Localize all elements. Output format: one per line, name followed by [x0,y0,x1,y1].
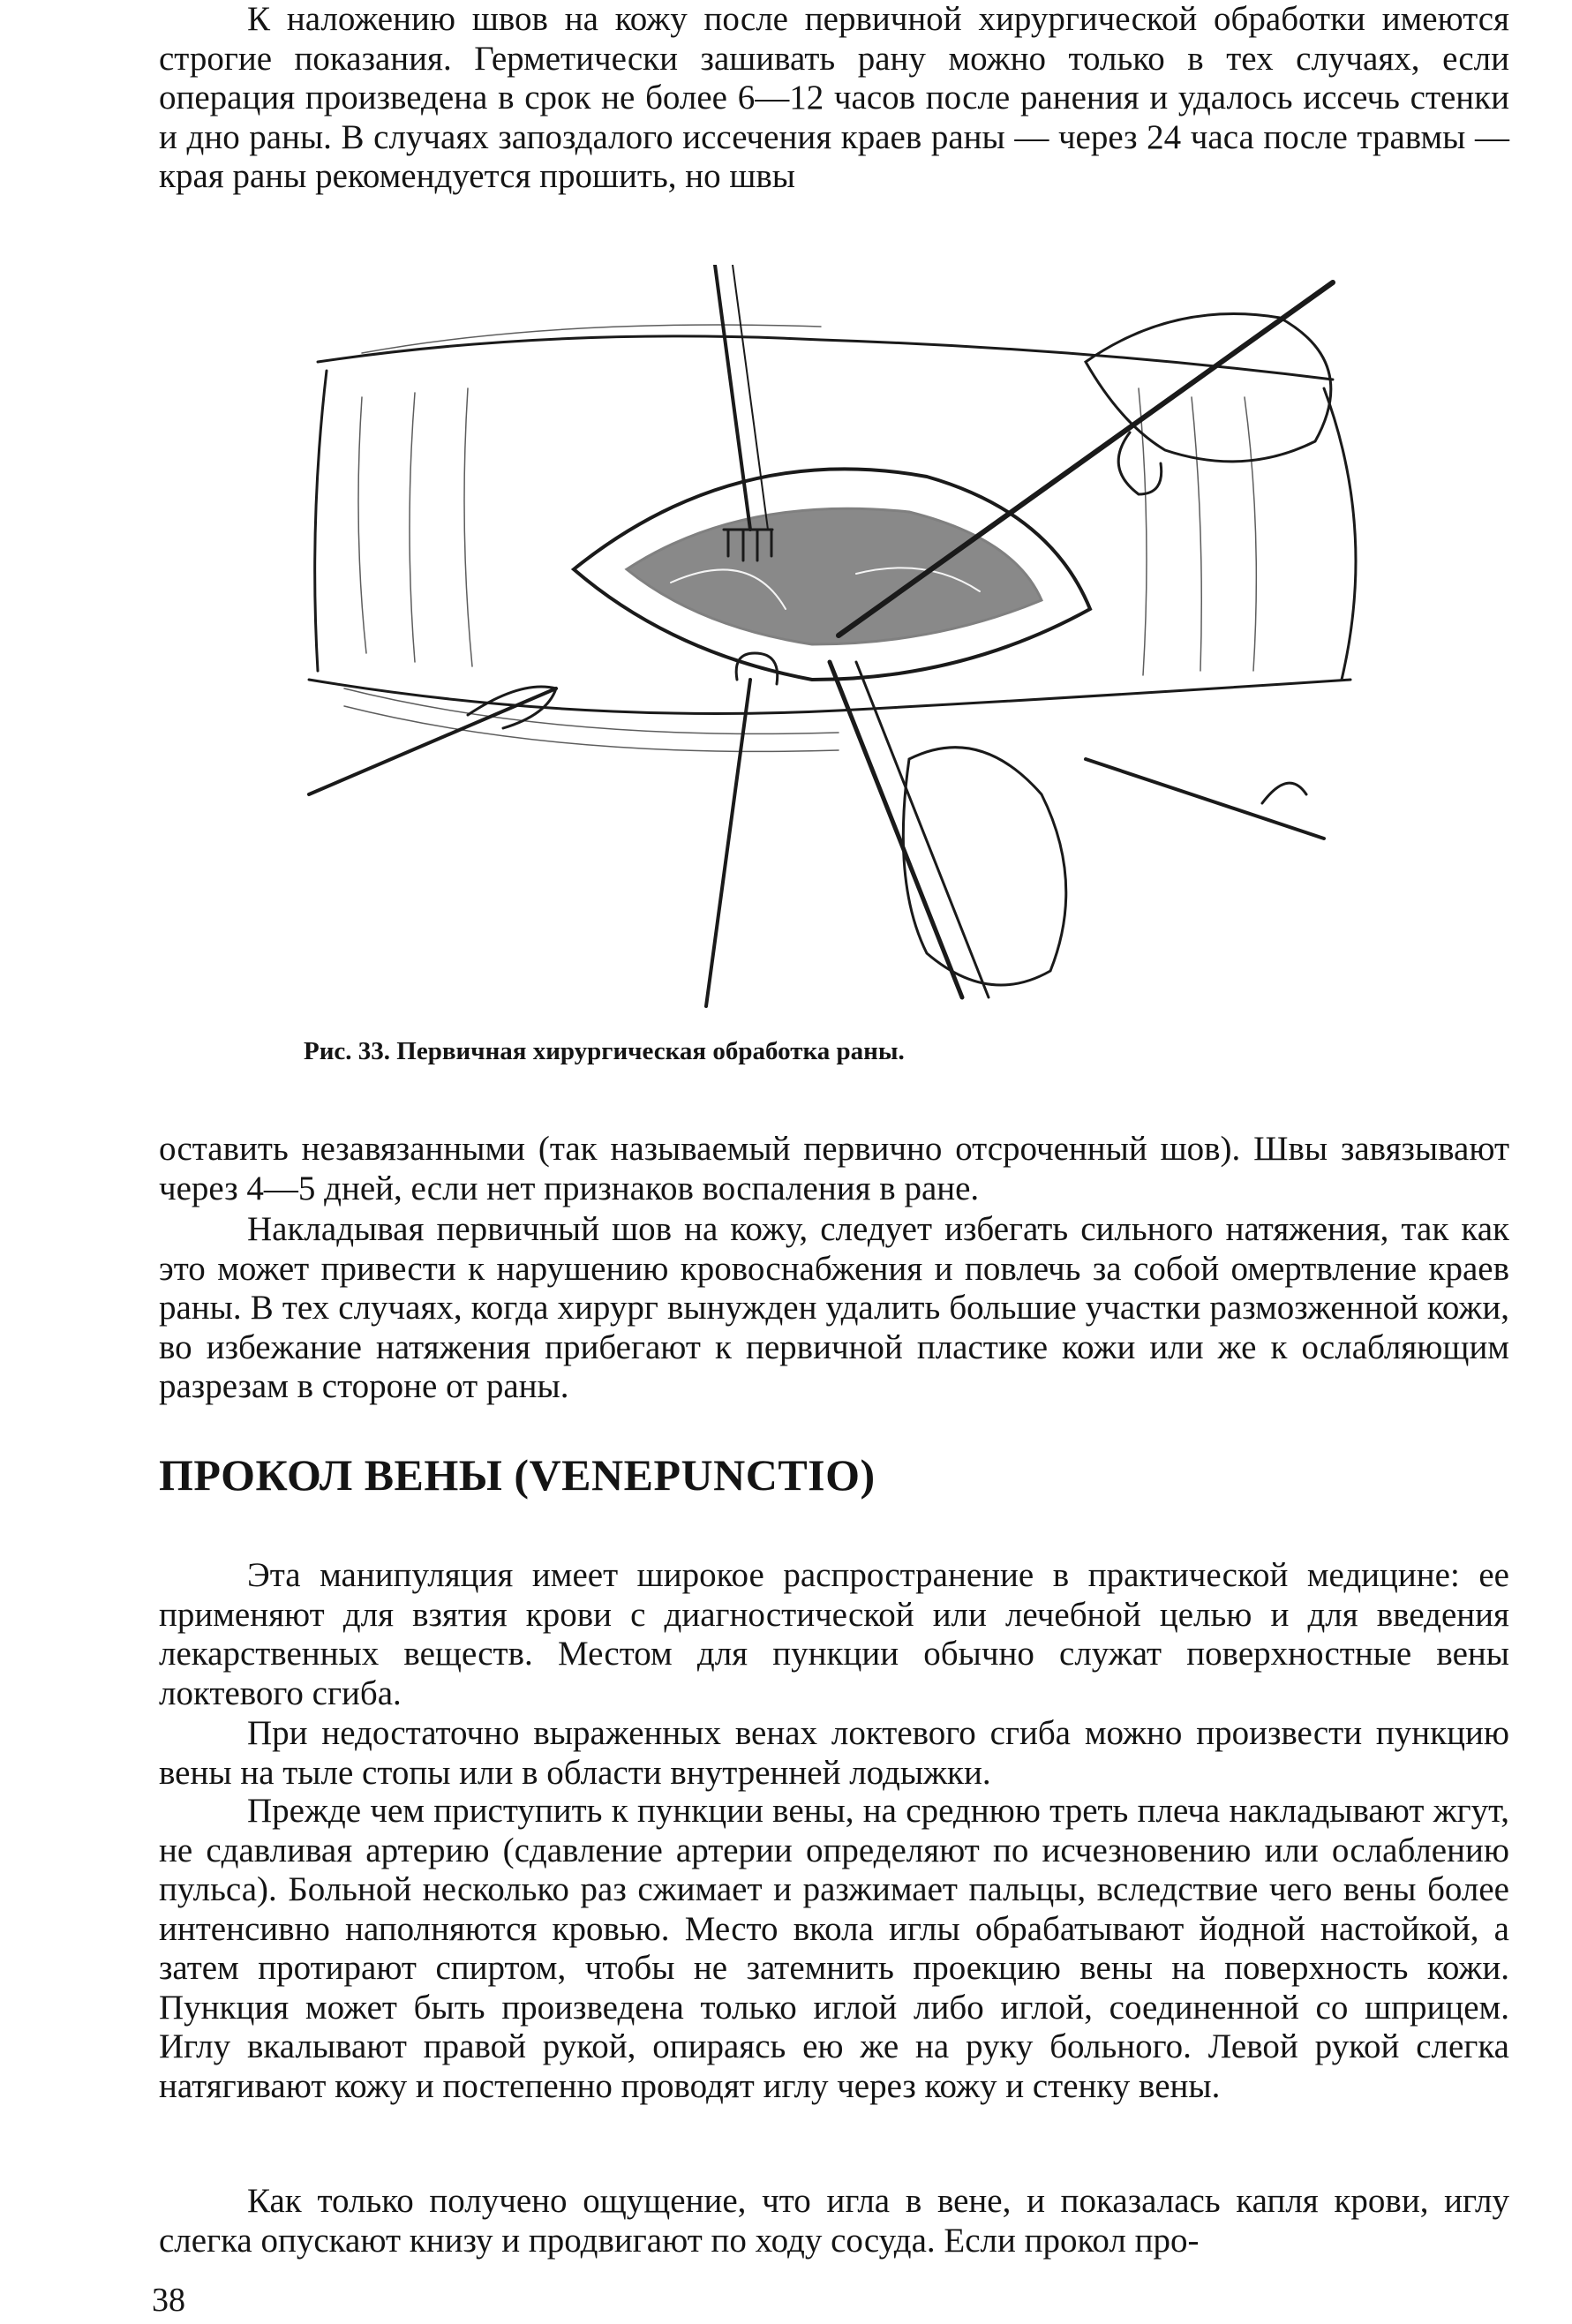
surgical-illustration [291,265,1430,1015]
figure-caption: Рис. 33. Первичная хирургическая обработка раны. [304,1037,905,1065]
section-heading: ПРОКОЛ ВЕНЫ (VENEPUNCTIO) [159,1450,876,1500]
page-number: 38 [152,2282,185,2319]
paragraph-continuation: оставить незавязанными (так называемый первично отсроченный шов). Швы завязывают через 4—5 дней, если нет признаков воспаления в ране. [159,1130,1509,1207]
paragraph-venepuncture-intro: Эта манипуляция имеет широкое распространение в практической медицине: ее применяют для взятия крови с диагностической или лечебной целью и для введения лекарственных веществ. Местом для пункции обычно служат поверхностные вены локтевого сгиба. [159,1556,1509,1712]
paragraph-alternative-sites: При недостаточно выраженных венах локтевого сгиба можно произвести пункцию вены на тыле стопы или в области внутренней лодыжки. [159,1714,1509,1792]
paragraph-needle-advance: Как только получено ощущение, что игла в вене, и показалась капля крови, иглу слегка опускают книзу и продвигают по ходу сосуда. Если прокол про- [159,2182,1509,2260]
paragraph-procedure: Прежде чем приступить к пункции вены, на среднюю треть плеча накладывают жгут, не сдавливая артерию (сдавление артерии определяют по исчезновению или ослаблению пульса). Больной несколько раз сжимает и разжимает пальцы, вследствие чего вены более интенсивно наполняются кровью. Место вкола иглы обрабатывают йодной настойкой, а затем протирают спиртом, чтобы не затемнить проекцию вены на поверхность кожи. Пункция может быть произведена только иглой либо иглой, соединенной со шприцем. Иглу вкалывают правой рукой, опираясь ею же на руку больного. Левой рукой слегка натягивают кожу и постепенно проводят иглу через кожу и стенку вены. [159,1792,1509,2105]
paragraph-primary-suture: Накладывая первичный шов на кожу, следует избегать сильного натяжения, так как это может привести к нарушению кровоснабжения и повлечь за собой омертвление краев раны. В тех случаях, когда хирург вынужден удалить большие участки размозженной кожи, во избежание натяжения прибегают к первичной пластике кожи или же к ослабляющим разрезам в стороне от раны. [159,1210,1509,1405]
paragraph-intro: К наложению швов на кожу после первичной хирургической обработки имеются строгие показания. Герметически зашивать рану можно только в тех случаях, если операция произведена в срок не более 6—12 часов после ранения и удалось иссечь стенки и дно раны. В случаях запоздалого иссечения краев раны — через 24 часа после травмы — края раны рекомендуется прошить, но швы [159,0,1509,195]
wound-treatment-drawing [291,265,1430,1015]
